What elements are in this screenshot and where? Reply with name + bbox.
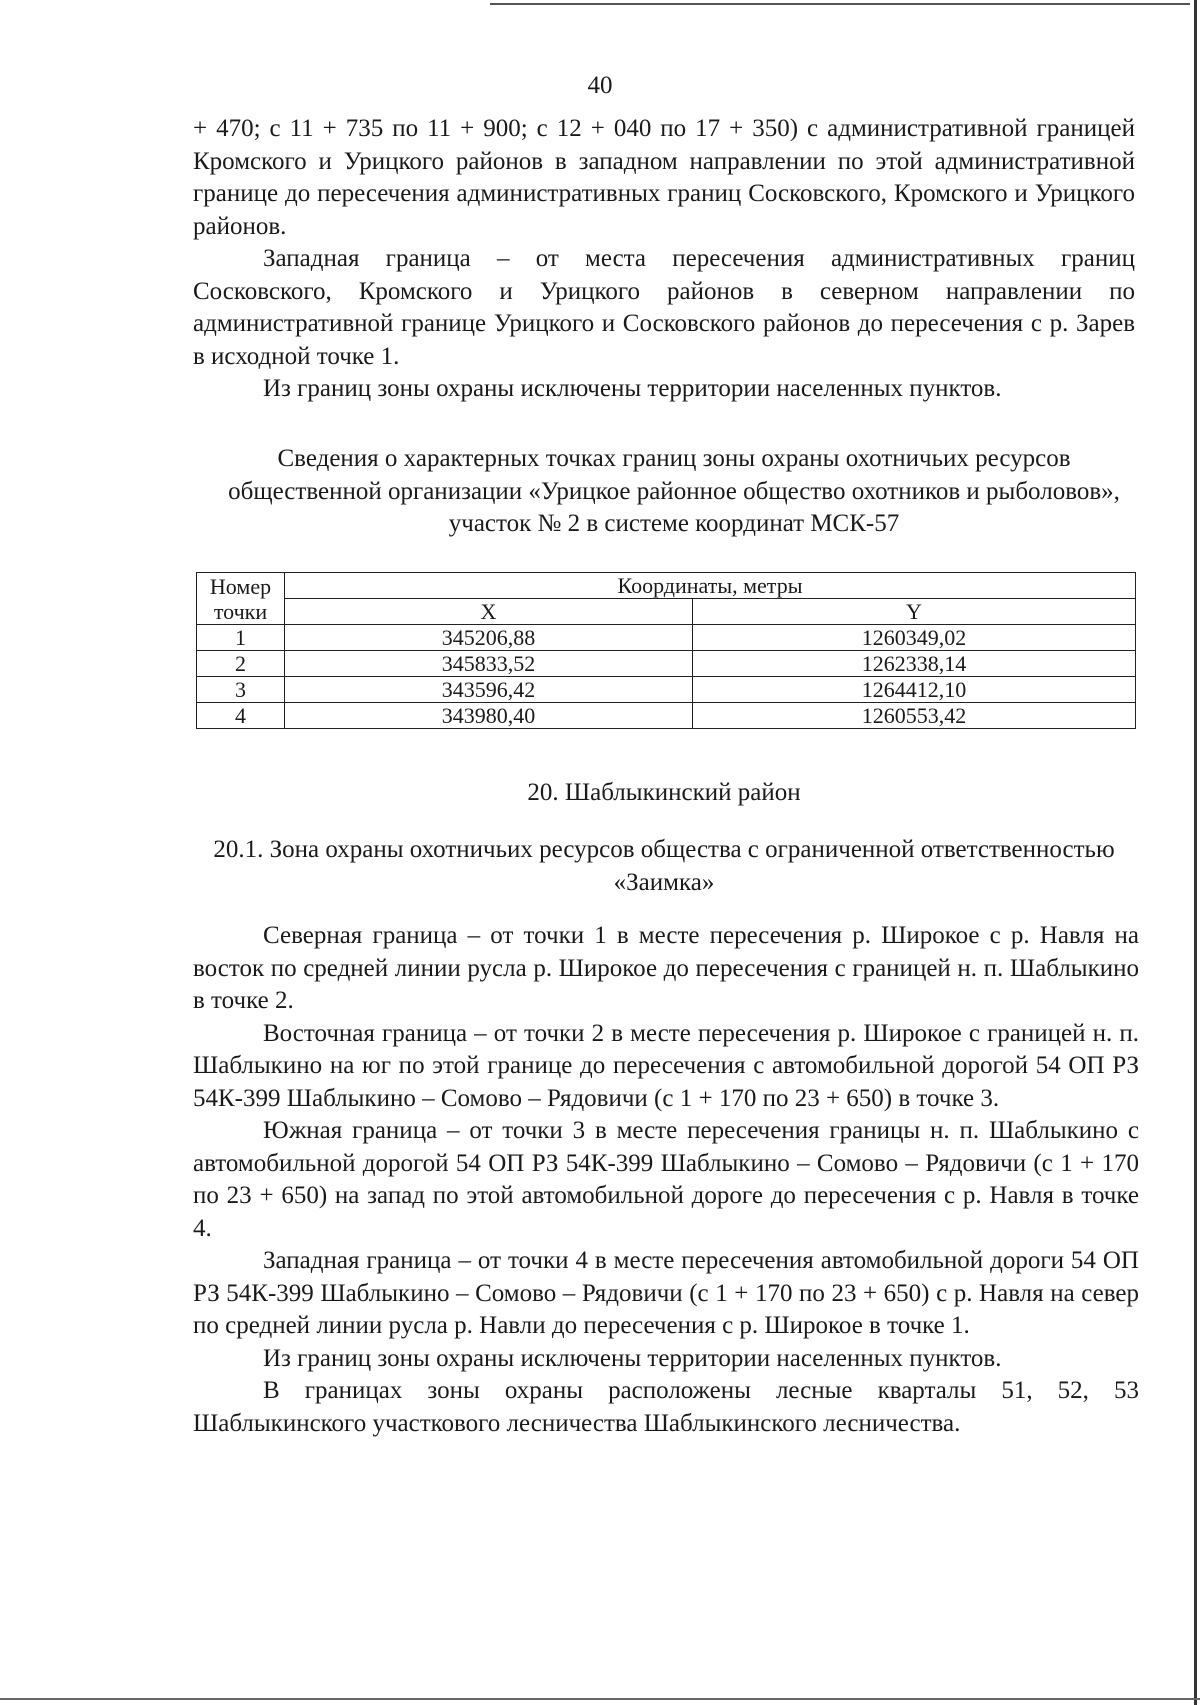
- header-x: X: [285, 599, 693, 625]
- cell-num: 1: [197, 625, 285, 651]
- bottom-text-block: [193, 920, 1139, 1440]
- district-heading: 20. Шаблыкинский район: [527, 779, 801, 806]
- scan-border-right: [1194, 0, 1197, 1705]
- cell-num: 4: [197, 703, 285, 729]
- table-row: [197, 625, 1136, 651]
- cell-num: 2: [197, 651, 285, 677]
- paragraph: Южная граница – от точки 3 в месте пересечения границы н. п. Шаблыкино с автомобильной дорогой 54 ОП РЗ 54К-399 Шаблыкино – Сомово – Рядовичи (с 1 + 170 по 23 + 650) на запад по этой автомобильной дороге до пересечения с р. Навля в точке 4.: [193, 1117, 1139, 1242]
- scan-border-bottom: [0, 1698, 1200, 1700]
- table-subheader-row: [197, 599, 1136, 625]
- cell-y: 1262338,14: [693, 651, 1136, 677]
- paragraph: В границах зоны охраны расположены лесные кварталы 51, 52, 53 Шаблыкинского участкового лесничества Шаблыкинского лесничества.: [193, 1377, 1139, 1437]
- table-row: [197, 651, 1136, 677]
- cell-y: 1260553,42: [693, 703, 1136, 729]
- scan-border-top: [490, 3, 1190, 5]
- table-row: [197, 677, 1136, 703]
- zone-heading: 20.1. Зона охраны охотничьих ресурсов общества с ограниченной ответственностью «Заимка»: [213, 836, 1115, 896]
- header-coordinates: Координаты, метры: [285, 573, 1136, 599]
- coordinates-table: [196, 572, 1136, 729]
- cell-y: 1264412,10: [693, 677, 1136, 703]
- cell-x: 345206,88: [285, 625, 693, 651]
- paragraph: Северная граница – от точки 1 в месте пересечения р. Широкое с р. Навля на восток по средней линии русла р. Широкое до пересечения с границей н. п. Шаблыкино в точке 2.: [193, 922, 1139, 1014]
- paragraph: Западная граница – от точки 4 в месте пересечения автомобильной дороги 54 ОП РЗ 54К-399 Шаблыкино – Сомово – Рядовичи (с 1 + 170 по 23 + 650) с р. Навля на север по средней линии русла р. Навли до пересечения с р. Широкое в точке 1.: [193, 1247, 1139, 1339]
- paragraph: Западная граница – от места пересечения административных границ Сосковского, Кромского и Урицкого районов в северном направлении по административной границе Урицкого и Сосковского районов до пересечения с р. Зарев в исходной точке 1.: [193, 245, 1135, 370]
- cell-y: 1260349,02: [693, 625, 1136, 651]
- table-caption: Сведения о характерных точках границ зоны охраны охотничьих ресурсов общественной организации «Урицкое районное общество охотников и рыболовов», участок № 2 в системе координат МСК-57: [228, 445, 1120, 537]
- top-text-block: [193, 113, 1135, 406]
- header-point-number: Номер точки: [197, 573, 285, 625]
- paragraph: Восточная граница – от точки 2 в месте пересечения р. Широкое с границей н. п. Шаблыкино на юг по этой границе до пересечения с автомобильной дорогой 54 ОП РЗ 54К-399 Шаблыкино – Сомово – Рядовичи (с 1 + 170 по 23 + 650) в точке 3.: [193, 1019, 1139, 1112]
- paragraph: Из границ зоны охраны исключены территории населенных пунктов.: [263, 1344, 1002, 1372]
- table-header-row: [197, 573, 1136, 599]
- cell-num: 3: [197, 677, 285, 703]
- page-number: 40: [587, 72, 613, 99]
- cell-x: 345833,52: [285, 651, 693, 677]
- table-row: [197, 703, 1136, 729]
- cell-x: 343980,40: [285, 703, 693, 729]
- header-y: Y: [693, 599, 1136, 625]
- paragraph: Из границ зоны охраны исключены территории населенных пунктов.: [263, 375, 1002, 402]
- paragraph: + 470; с 11 + 735 по 11 + 900; с 12 + 040 по 17 + 350) с административной границей Кромского и Урицкого районов в западном направлении по этой административной границе до пересечения административных границ Сосковского, Кромского и Урицкого районов.: [193, 115, 1135, 240]
- cell-x: 343596,42: [285, 677, 693, 703]
